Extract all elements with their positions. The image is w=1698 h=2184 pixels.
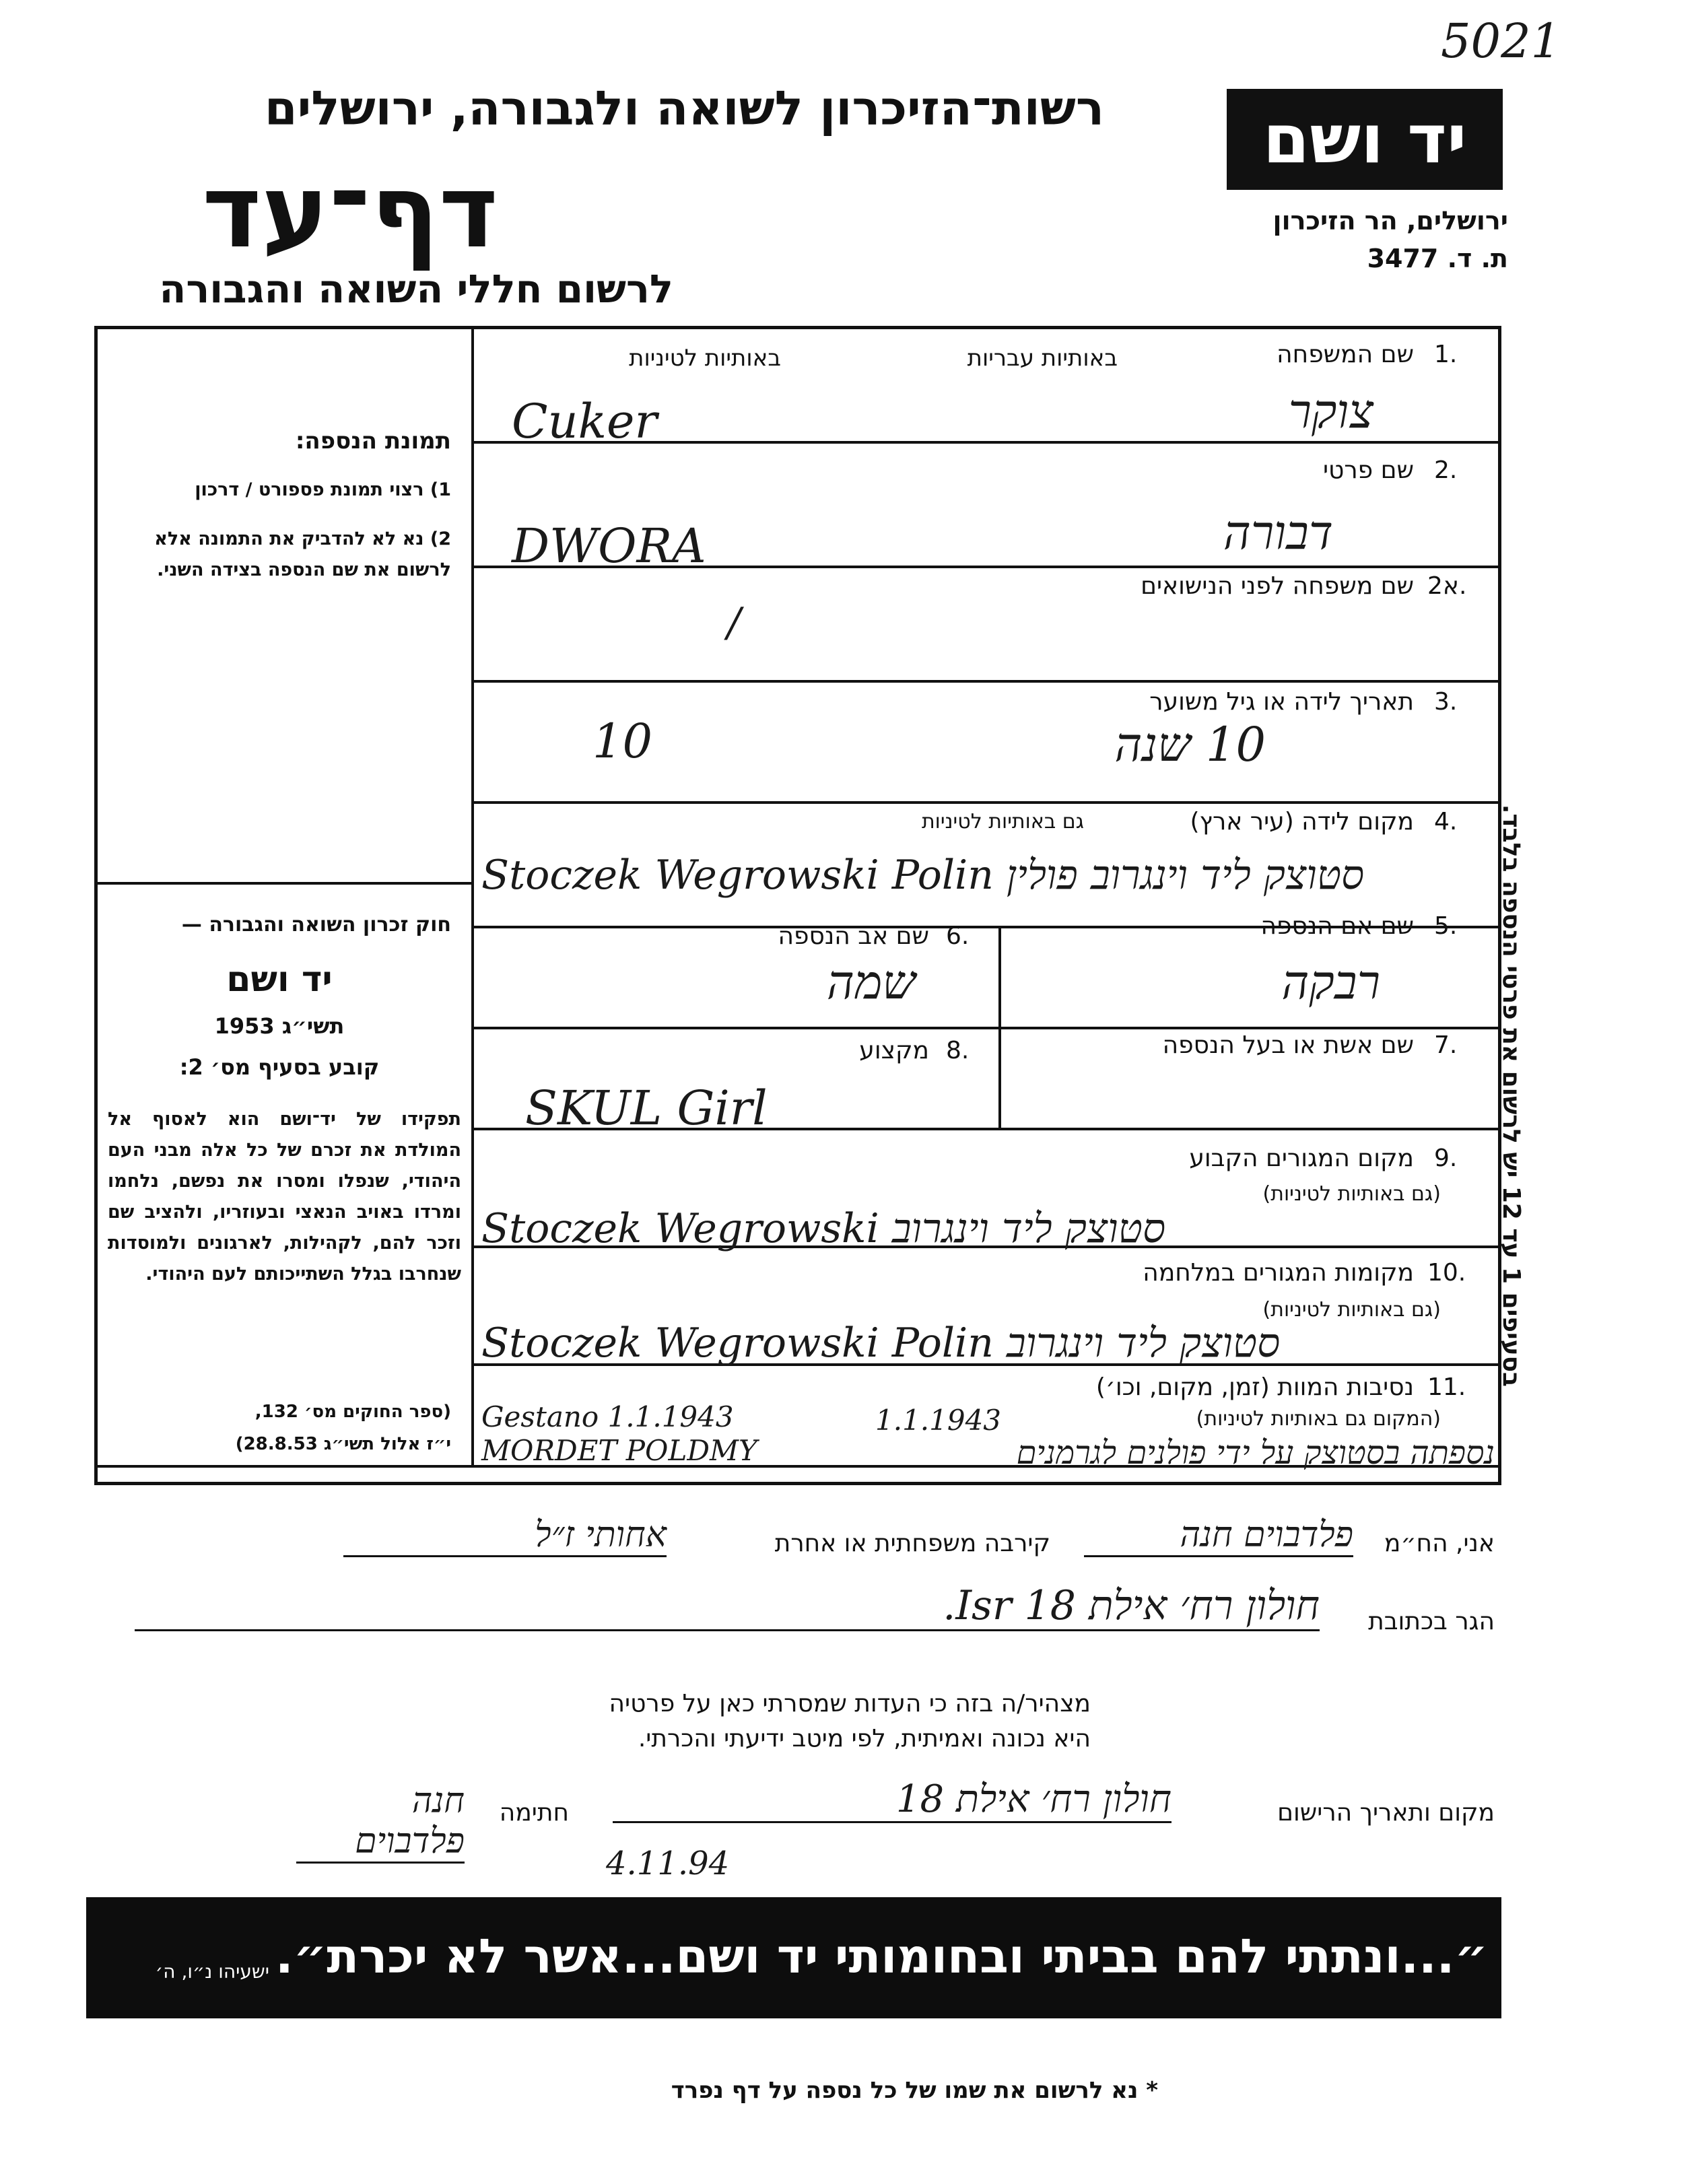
side-note: בסעיפים 1 עד 12 יש לרשום את פרטי הנספה בלבד.: [1497, 804, 1525, 1387]
banner-quote: ״...ונתתי להם בביתי ובחומותי יד ושם...אשר לא יכרת״.: [275, 1929, 1488, 1984]
field10-num: 10.: [1427, 1259, 1466, 1287]
decl-statement2: היא נכונה ואמיתית, לפי מיטב ידיעתי והכרתי.: [638, 1725, 1091, 1752]
field10-label: מקומות המגורים במלחמה: [1143, 1259, 1414, 1287]
yad-vashem-logo: [1227, 89, 1503, 190]
decl-place-date-label: מקום ותאריך הרישום: [1277, 1799, 1495, 1827]
decl-statement1: מצהיר/ה בזה כי העדות שמסרתי כאן על פרטיה: [609, 1690, 1091, 1717]
field6-value: שמה: [826, 955, 916, 1010]
field1-num: 1.: [1434, 341, 1458, 368]
field11-latin-value: Gestano 1.1.1943 MORDET POLDMY: [481, 1400, 757, 1467]
decl-date-value: 4.11.94: [606, 1845, 730, 1882]
address-line2: ת. ד. 3477: [1367, 244, 1508, 273]
col-hebrew-header: באותיות עבריות: [967, 345, 1118, 372]
law-line3: תשי״ג 1953: [214, 1013, 345, 1039]
field3-hebrew-value: 10 שנה: [1114, 717, 1266, 772]
law-body: תפקידו של יד־ושם הוא לאסוף אל המולדת את זכרם של כל אלה מבני העם היהודי, שנפלו ומסרו את נפשם, נלחמו ומרדו באויב הנאצי ובעוזריו, ולהציב שם וזכר להם, לקהילות, לארגונים ולמוסדות שנחרבו בגלל השתייכותם לעם היהודי.: [108, 1109, 461, 1285]
field10-value: Stoczek Wegrowski Polin סטוצק ליד וינגרוב: [481, 1320, 1281, 1367]
field3-latin-value: 10: [592, 714, 653, 769]
col-latin-header: באותיות לטיניות: [629, 345, 781, 372]
field9-label: מקום המגורים הקבוע: [1189, 1145, 1414, 1172]
decl-signature-value: חנה פלדבוים: [296, 1781, 465, 1864]
field5-label: שם אם הנספה: [1260, 912, 1414, 940]
field4-num: 4.: [1434, 808, 1458, 835]
split-5-6: [998, 927, 1001, 1129]
decl-address-value: חולון רח׳ אילת 18 Isr.: [135, 1582, 1320, 1631]
photo-box-item2: 2) נא לא להדביק את התמונה אלא לרשום את שם הנספה בצידה השני.: [154, 528, 451, 580]
decl-relation-label: קירבה משפחתית או אחרת: [774, 1530, 1050, 1557]
form-title: דף־עד: [202, 153, 498, 271]
field4-sub-label: גם באותיות לטיניות: [921, 810, 1084, 833]
decl-relation-value: אחותי ז״ל: [343, 1515, 667, 1557]
field1-hebrew-value: צוקר: [1288, 384, 1373, 439]
decl-i-label: אני, הח״מ: [1384, 1530, 1495, 1557]
field7-num: 7.: [1434, 1031, 1458, 1059]
field8-num: 8.: [946, 1037, 970, 1064]
photo-law-divider: [96, 882, 473, 885]
left-column-divider: [471, 327, 474, 1465]
logo-text: יד ושם: [1262, 100, 1467, 178]
field7-label: שם אשת או בעל הנספה: [1162, 1031, 1414, 1059]
decl-i-value: פלדבוים חנה: [1084, 1515, 1353, 1557]
decl-address-label: הגר בכתובת: [1368, 1608, 1495, 1635]
field5-value: רבקה: [1281, 955, 1380, 1010]
field11-sub-label: (המקום גם באותיות לטיניות): [1196, 1407, 1441, 1431]
law-source1: (ספר החוקים מס׳ 132,: [254, 1402, 451, 1422]
row-sep-3: [473, 801, 1501, 804]
field4-value: Stoczek Wegrowski Polin סטוצק ליד וינגרוב פולין: [481, 852, 1365, 899]
field2a-num: 2א.: [1427, 572, 1467, 600]
photo-box-item1: 1) רצוי תמונת פספורט / דרכון: [195, 479, 451, 500]
field1-label: שם המשפחה: [1277, 341, 1414, 368]
form-subtitle: לרשום חללי השואה והגבורה: [159, 266, 673, 312]
field11-date-value: 1.1.1943: [875, 1404, 1002, 1437]
field9-num: 9.: [1434, 1145, 1458, 1172]
address-line1: ירושלים, הר הזיכרון: [1272, 206, 1508, 236]
field4-label: מקום לידה (עיר ארץ): [1190, 808, 1414, 835]
law-line4: קובע בסעיף מס׳ 2:: [179, 1054, 380, 1080]
field8-value: SKUL Girl: [525, 1081, 768, 1136]
row-sep-56: [473, 1027, 1501, 1029]
row-sep-2a: [473, 680, 1501, 683]
field3-num: 3.: [1434, 688, 1458, 716]
field9-value: Stoczek Wegrowski סטוצק ליד וינגרוב: [481, 1205, 1166, 1252]
field8-label: מקצוע: [859, 1037, 929, 1064]
law-line1: חוק זכרון השואה והגבורה —: [181, 913, 451, 936]
banner-source: ישעיהו נ״ו, ה׳: [155, 1960, 269, 1983]
field11-label: נסיבות המוות (זמן, מקום, וכו׳): [1095, 1373, 1414, 1401]
field2-label: שם פרטי: [1322, 456, 1414, 484]
field10-sub-label: (גם באותיות לטיניות): [1262, 1298, 1441, 1322]
field11-hebrew-value: נספתה בסטוצק על ידי פולנים לגרמנים: [1016, 1434, 1495, 1472]
decl-place-date-value: חולון רח׳ אילת 18: [613, 1777, 1171, 1823]
photo-box-title: תמונת הנספה:: [295, 428, 451, 454]
field6-label: שם אב הנספה: [778, 922, 929, 950]
decl-signature-label: חתימה: [499, 1799, 569, 1827]
footer-note: * נא לרשום את שמו של כל נספה על דף נפרד: [671, 2077, 1158, 2104]
field2a-value: /: [727, 599, 741, 646]
field11-num: 11.: [1427, 1373, 1466, 1401]
field2-num: 2.: [1434, 456, 1458, 484]
field2-hebrew-value: דבורה: [1223, 505, 1333, 560]
field1-latin-value: Cuker: [512, 394, 657, 449]
page-number: 5021: [1441, 13, 1561, 69]
field6-num: 6.: [946, 922, 970, 950]
law-line2: יד ושם: [226, 959, 333, 1000]
law-source2: י״ז אלול תשי״ג 28.8.53): [235, 1434, 451, 1454]
field3-label: תאריך לידה או גיל משוער: [1149, 688, 1414, 716]
field5-num: 5.: [1434, 912, 1458, 940]
field2-latin-value: DWORA: [512, 518, 706, 574]
field9-sub-label: (גם באותיות לטיניות): [1262, 1182, 1441, 1206]
field2a-label: שם משפחה לפני הנישואים: [1141, 572, 1414, 600]
authority-line: רשות־הזיכרון לשואה ולגבורה, ירושלים: [264, 81, 1104, 136]
